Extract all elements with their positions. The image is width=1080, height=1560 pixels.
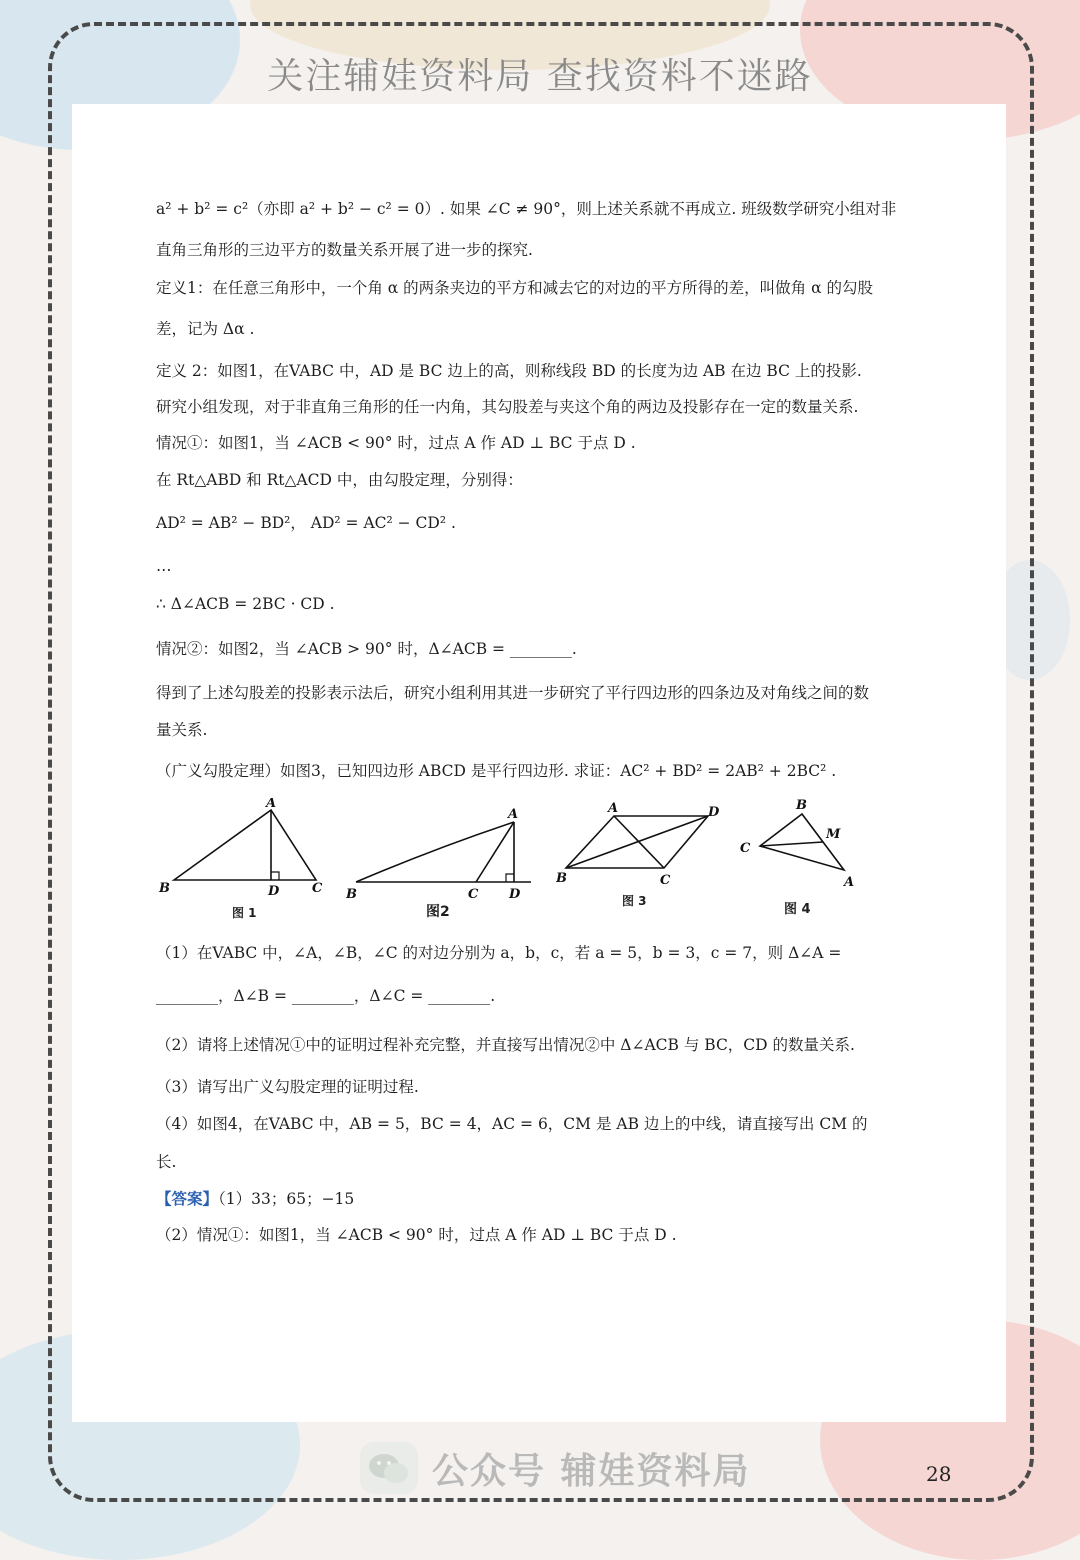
text-line: a² + b² = c²（亦即 a² + b² − c² = 0）. 如果 ∠C ≠ 90°，则上述关系就不再成立. 班级数学研究小组对非	[156, 200, 897, 218]
figure-1-diagram	[156, 798, 331, 908]
figure-1-label-c: C	[312, 880, 323, 896]
figure-4-label-a: A	[844, 874, 855, 890]
text-line: 情况①：如图1，当 ∠ACB < 90° 时，过点 A 作 AD ⊥ BC 于点 D .	[156, 434, 636, 453]
footer-watermark	[360, 1440, 751, 1496]
question-line: ________，Δ∠B = ________，Δ∠C = ________.	[156, 987, 496, 1005]
figure-1-label-d: D	[268, 883, 280, 899]
wechat-icon	[360, 1442, 418, 1494]
figure-2	[346, 798, 536, 920]
question-line: （4）如图4，在VABC 中，AB = 5，BC = 4，AC = 6，CM 是 AB 边上的中线，请直接写出 CM 的	[156, 1115, 868, 1134]
text-line: 研究小组发现，对于非直角三角形的任一内角，其勾股差与夹这个角的两边及投影存在一定的数量关系.	[156, 397, 859, 416]
document-content	[156, 200, 926, 1246]
figure-1-caption: 图 1	[232, 905, 257, 920]
text-line: 在 Rt△ABD 和 Rt△ACD 中，由勾股定理，分别得：	[156, 470, 523, 489]
figure-4-caption: 图 4	[784, 901, 811, 917]
figure-4	[736, 797, 866, 917]
question-line: （2）请将上述情况①中的证明过程补充完整，并直接写出情况②中 Δ∠ACB 与 BC，CD 的数量关系.	[156, 1036, 855, 1055]
text-line: 情况②：如图2，当 ∠ACB > 90° 时，Δ∠ACB = ________.	[156, 640, 577, 659]
figure-3-label-d: D	[708, 804, 720, 820]
figure-2-label-c: C	[468, 886, 479, 902]
text-line: （广义勾股定理）如图3，已知四边形 ABCD 是平行四边形. 求证：AC² + BD² = 2AB² + 2BC² .	[156, 762, 837, 781]
question-line: （1）在VABC 中，∠A，∠B，∠C 的对边分别为 a，b，c，若 a = 5，b = 3，c = 7，则 Δ∠A =	[156, 943, 842, 962]
figure-2-label-b: B	[346, 886, 357, 902]
figure-3-label-b: B	[556, 870, 567, 886]
figure-2-label-a: A	[508, 806, 519, 822]
figure-2-label-d: D	[509, 886, 521, 902]
figure-4-diagram	[736, 798, 866, 908]
figure-1-label-b: B	[159, 880, 170, 896]
text-line: 定义 2：如图1，在VABC 中，AD 是 BC 边上的高，则称线段 BD 的长度为边 AB 在边 BC 上的投影.	[156, 361, 862, 380]
answer-line-2: （2）情况①：如图1，当 ∠ACB < 90° 时，过点 A 作 AD ⊥ BC 于点 D .	[156, 1226, 677, 1245]
wechat-icon-glyph	[360, 1442, 418, 1494]
text-line: 得到了上述勾股差的投影表示法后，研究小组利用其进一步研究了平行四边形的四条边及对角线之间的数	[156, 683, 870, 702]
footer-text: 公众号 辅娃资料局	[432, 1450, 751, 1492]
figure-3-caption: 图 3	[622, 893, 647, 908]
figure-3-label-a: A	[608, 800, 619, 816]
figure-3-label-c: C	[660, 872, 671, 888]
figure-4-label-b: B	[796, 797, 807, 813]
text-line: 定义1：在任意三角形中，一个角 α 的两条夹边的平方和减去它的对边的平方所得的差，叫做角 α 的勾股	[156, 278, 874, 297]
text-line: 量关系.	[156, 720, 208, 739]
figure-3	[556, 798, 726, 913]
figures-row	[156, 798, 926, 930]
text-line: 差，记为 Δα .	[156, 320, 255, 339]
header-title: 关注辅娃资料局 查找资料不迷路	[267, 56, 813, 97]
page-number: 28	[926, 1462, 952, 1486]
figure-4-label-m: M	[826, 826, 841, 842]
question-line: 长.	[156, 1152, 177, 1171]
figure-4-label-c: C	[740, 840, 751, 856]
text-line: 直角三角形的三边平方的数量关系开展了进一步的探究.	[156, 241, 533, 260]
question-line: （3）请写出广义勾股定理的证明过程.	[156, 1077, 419, 1096]
figure-2-diagram	[346, 798, 536, 908]
answer-line	[156, 1189, 926, 1209]
figure-1-label-a: A	[266, 797, 277, 811]
text-line: …	[156, 557, 172, 576]
figure-1	[156, 797, 331, 920]
figure-3-diagram	[556, 798, 726, 908]
text-line: AD² = AB² − BD²， AD² = AC² − CD² .	[156, 514, 456, 532]
figure-2-caption: 图2	[426, 903, 450, 920]
text-line: ∴ Δ∠ACB = 2BC · CD .	[156, 594, 335, 613]
answer-label: 【答案】	[156, 1188, 219, 1208]
answer-text: （1）33；65；−15	[218, 1189, 355, 1208]
